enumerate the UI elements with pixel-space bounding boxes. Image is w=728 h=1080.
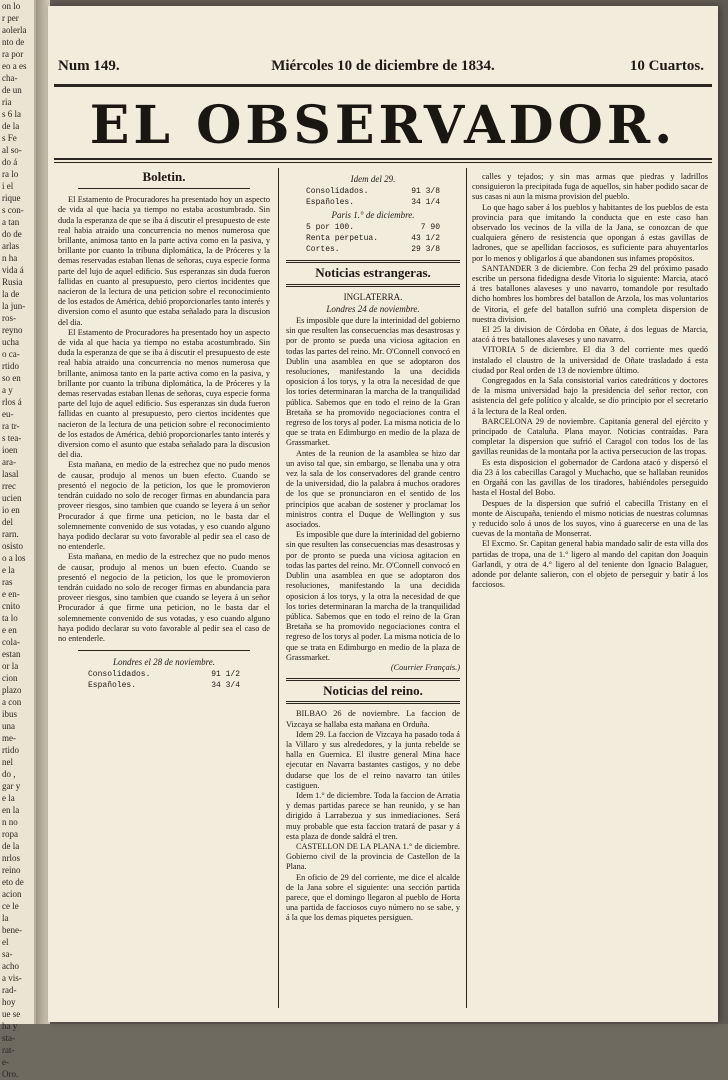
quotes-table-1 <box>286 186 460 208</box>
previous-page-line: ioen <box>2 445 18 455</box>
article-paragraph: BARCELONA 29 de noviembre. Capitanía general del ejército y principado de Cataluña. Plana mayor. Noticias contraídas. Para completar la dispersion que sufrió el Caragol con todos los de las gavillas reunidas de la montaña por la activa persecucion de las tropas. <box>472 416 708 457</box>
previous-page-line: acion <box>2 889 22 899</box>
previous-page-line: de un <box>2 85 22 95</box>
previous-page-line: a vis- <box>2 973 22 983</box>
previous-page-line: me- <box>2 733 16 743</box>
quote-row: 5 por 100. 7 90 <box>306 223 440 233</box>
previous-page-line: do , <box>2 769 16 779</box>
boletin-heading: Boletin. <box>142 169 186 184</box>
previous-page-line: ara- <box>2 457 16 467</box>
right-column <box>472 172 708 590</box>
previous-page-line: r per <box>2 13 19 23</box>
kingdom-paragraph: En oficio de 29 del corriente, me dice el alcalde de la Jana sobre el siguiente: una sección partida parece, que el domingo llegaron al pueblo de Horta una partida de facciosos cuyo número no se sabe, y á la que los demas piquetes persiguen. <box>286 872 460 923</box>
previous-page-line: e la <box>2 565 15 575</box>
previous-page-line: la de <box>2 289 20 299</box>
kingdom-paragraph: Idem 1.° de diciembre. Toda la faccion de Arratia y demas partidas parece se han reunido, y se han dirigido á Larrabezua y sus inmediaciones. Será muy probable que esta faccion tratará de pasar y á esta plaza de donde saldrá el tren. <box>286 790 460 841</box>
masthead-bottom-rule <box>54 158 712 160</box>
source-credit: (Courrier Français.) <box>390 662 460 672</box>
previous-page-line: ibus <box>2 709 18 719</box>
previous-page-line: rarn. <box>2 529 19 539</box>
previous-page-line: estan <box>2 649 21 659</box>
quotes-head-2: Paris 1.° de diciembre. <box>331 210 415 221</box>
issue-number: Num 149. <box>58 58 120 74</box>
previous-page-line: Oro. <box>2 1069 19 1079</box>
previous-page-line: aolerla <box>2 25 27 35</box>
column-divider-1 <box>278 168 279 1008</box>
previous-page-line: ropa <box>2 829 18 839</box>
previous-page-line: rlos á <box>2 397 22 407</box>
masthead-top-rule <box>54 84 712 87</box>
previous-page-line: el <box>2 937 9 947</box>
previous-page-line: cola- <box>2 637 20 647</box>
issue-date: Miércoles 10 de diciembre de 1834. <box>271 58 495 74</box>
middle-column <box>286 172 460 924</box>
kingdom-paragraph: Idem 29. La faccion de Vizcaya ha pasado toda á la Villaro y sus alrededores, y la junta rebelde se halla en Guernica. El ilustre general Mina hace ejecutar en Navarra bastantes castigos, y no debe dudarse que los de el reino navarro tan útiles castiguen. <box>286 729 460 790</box>
previous-page-line: del <box>2 517 13 527</box>
quote-row: Españoles. 34 3/4 <box>88 681 240 691</box>
foreign-news-heading: Noticias estrangeras. <box>315 265 431 281</box>
previous-page-line: ce le <box>2 901 19 911</box>
article-paragraph: El Excmo. Sr. Capitan general habia mandado salir de esta villa dos partidas de tropa, una de 1.° ligero al mando del capitan don Joaquin Garlandi, y otra de 4.° ligero al del teniente don Ignacio Balaguer, adonde por delante salieron, con el objeto de perseguir y batir á los facciosos. <box>472 539 708 590</box>
previous-page-line: ra tr- <box>2 421 20 431</box>
previous-page-line: ra por <box>2 49 24 59</box>
previous-page-line: eu- <box>2 409 14 419</box>
previous-page-line: n ha <box>2 253 18 263</box>
article-paragraph: Congregados en la Sala consistorial varios catedráticos y doctores de la misma universidad bajo la presidencia del señor rector, con asistencia del gefe político y alcalde, se dio principio por el secretario á la lectura de la Real orden. <box>472 376 708 416</box>
previous-page-line: nto de <box>2 37 25 47</box>
previous-page-line: a con <box>2 697 22 707</box>
previous-page-line: rrec <box>2 481 16 491</box>
quotes-table-2 <box>286 222 460 255</box>
previous-page-line: nrlos <box>2 853 20 863</box>
article-paragraph: VITORIA 5 de diciembre. El dia 3 del corriente mes quedó instalado el claustro de la universidad de Oñate trasladado á esta ciudad por Real orden de 13 de noviembre último. <box>472 345 708 375</box>
previous-page-line: lasal <box>2 469 19 479</box>
dateline: Londres 24 de noviembre. <box>326 303 420 314</box>
previous-page-line: cha- <box>2 73 18 83</box>
previous-page-line: Rusia <box>2 277 23 287</box>
previous-page-line: bene- <box>2 925 22 935</box>
article-paragraph: Lo que hago saber á los pueblos y habitantes de los pueblos de esta provincia para que imitando la conducta que en este caso han observado los vecinos de la villa de la Jana, se conozcan de que cualquiera género de resistencia que opongan á estas gavillas de ladrones, que se apellidan facciosos, es suficiente para ahuyentarlos por lo menos y obligarlos á que abandonen sus infames propósitos. <box>472 202 708 263</box>
previous-page-line: eo a es <box>2 61 27 71</box>
kingdom-paragraph: BILBAO 26 de noviembre. La faccion de Vizcaya se hallaba esta mañana en Orduña. <box>286 709 460 729</box>
previous-page-line: s Fe <box>2 133 17 143</box>
previous-page-line: ros- <box>2 313 16 323</box>
previous-page-line: acho <box>2 961 19 971</box>
boletin-paragraph: Esta mañana, en medio de la estrechez que no pudo menos de causar, produjo al menos un buen efecto. Cuando se presentó el negocio de la peticion, los que le promovieron tendrán cuidado no solo de recoger firmas en abundancia para proveer riesgos, sino tambien que cuando se leyera á un señor Procurador á que firme una peticion, no le basta dar el solemnemente convenido de sus votadas, y eso cuando alguno haya podido declarar su voto favorable al pedir sea el caso de no entenderle. <box>58 552 270 643</box>
section-double-rule <box>286 284 460 287</box>
previous-page-line: arlas <box>2 241 19 251</box>
previous-page-line: ria <box>2 97 12 107</box>
previous-page-line: la jun- <box>2 301 26 311</box>
previous-page-line: reino <box>2 865 21 875</box>
quote-row: Cortes. 29 3/8 <box>306 245 440 255</box>
quote-row: Renta perpetua. 43 1/2 <box>306 234 440 244</box>
masthead-title: EL OBSERVADOR. <box>89 95 677 156</box>
previous-page-line: eto de <box>2 877 24 887</box>
masthead-bottom-rule-thin <box>54 162 712 163</box>
article-paragraph: El 25 la division de Córdoba en Oñate, á dos leguas de Marcia, atacó á tres batallones alaveses y uno navarro. <box>472 325 708 345</box>
previous-page-line: ras <box>2 577 13 587</box>
column-divider-2 <box>466 168 467 1008</box>
previous-page-line: reyno <box>2 325 23 335</box>
newspaper-page <box>48 6 718 1022</box>
previous-page-line: gar y <box>2 781 21 791</box>
previous-page-line: rtido <box>2 745 19 755</box>
foreign-paragraph: Es imposible que dure la interinidad del gobierno sin que resulten las consecuencias mas desastrosas y por de pronto se pueda una viciosa agitacion en todas las partes del reino. Mr. O'Connell convocó en Dublin una asamblea en que se adoptaron dos resoluciones, manifestando la una decidida oposicion á los torys, y la otra la necesidad de que los tories determinaran la marcha de la tranquilidad pública. Sabemos que en todo el reino de la Gran Bretaña se ha promovido negociaciones contra el regreso de los torys al poder. La misma noticia de lo que se trata en Edimburgo en medio de la plaza de Grassmarket. <box>286 316 460 448</box>
boletin-paragraph: El Estamento de Procuradores ha presentado hoy un aspecto de vida al que hacia ya tiempo no estaba acostumbrado. Sin duda la esperanza de que se iba á discutir el presupuesto de este real habia atraido una concurrencia no menos numerosa que brillante, animosa tanto en la parte activa como en la pasiva, y brillante por cuanto la tribuna diplomática, la de Próceres y la demas reservadas estaban llenas de señoras, cuya especie forma parte del lujo de aquel ediﬁcio. Sus esperanzas sin duda fueron fallidas en cuanto al presupuesto, pero ciertos incidentes que nacieron de la lectura de una peticion sobre el reconocimiento de los estados de América, debió proporcionarles tanto interés y diversion como el asunto que estaba señalado para la discusion del dia. <box>58 195 270 327</box>
previous-page-line: o a los <box>2 553 26 563</box>
quote-row: Consolidados. 91 3/8 <box>306 187 440 197</box>
previous-page-line: or la <box>2 661 19 671</box>
previous-page-line: s 6 la <box>2 109 21 119</box>
london-date: Londres el 28 de noviembre. <box>112 657 216 668</box>
issue-price: 10 Cuartos. <box>629 58 704 74</box>
previous-page-edge <box>0 0 36 1079</box>
previous-page-line: rtido <box>2 361 19 371</box>
previous-page-line: so en <box>2 373 21 383</box>
previous-page-line: plazo <box>2 685 22 695</box>
previous-page-line: sa- <box>2 949 13 959</box>
previous-page-line: a tan <box>2 217 20 227</box>
heading-rule <box>78 188 250 189</box>
previous-page-line: rad- <box>2 985 17 995</box>
previous-page-line: de la <box>2 121 20 131</box>
previous-page-line: ucien <box>2 493 22 503</box>
previous-page-line: cnito <box>2 601 20 611</box>
previous-page-line: hoy <box>2 997 16 1007</box>
previous-page-line: i el <box>2 181 14 191</box>
previous-page-line: una <box>2 721 15 731</box>
article-paragraph: SANTANDER 3 de diciembre. Con fecha 29 del próximo pasado escribe un persona fidedigna desde Vitoria lo siguiente: Marcia, atacó á tres batallones alaveses y uno navarro, tomandole por resultado dicho hombres los hombres del batallon de Arzola, los mas voluntarios de Vitoria, el gefe del batallon sufrió una completa dispersion de nuestra division. <box>472 263 708 324</box>
previous-page-line: e- <box>2 1057 9 1067</box>
previous-page-line: e la <box>2 793 15 803</box>
quotes-head-1: Idem del 29. <box>350 174 396 184</box>
kingdom-paragraph: CASTELLON DE LA PLANA 1.° de diciembre. Gobierno civil de la provincia de Castellon de la Plana. <box>286 841 460 872</box>
boletin-paragraph: El Estamento de Procuradores ha presentado hoy un aspecto de vida al que hacia ya tiempo no estaba acostumbrado. Sin duda la esperanza de que se iba á discutir el presupuesto de este real habia atraido una concurrencia no menos numerosa que brillante, animosa tanto en la parte activa como en la pasiva, y brillante por cuanto la tribuna diplomática, la de Próceres y la demas reservadas estaban llenas de señoras, cuya especie forma parte del lujo de aquel ediﬁcio. Sus esperanzas sin duda fueron fallidas en cuanto al presupuesto, pero ciertos incidentes que nacieron de la lectura de una peticion sobre el reconocimiento de los estados de América, debió proporcionarles tanto interés y diversion como el asunto que estaba señalado para la discusion del dia. <box>58 327 270 460</box>
london-quotes <box>58 669 270 691</box>
quote-row: Españoles. 34 1/4 <box>306 198 440 208</box>
previous-page-line: cion <box>2 673 18 683</box>
article-paragraph: Despues de la dispersion que sufrió el cabecilla Tristany en el monte de Aiscupaña, teniendo el mismo noticias de nuestras columnas y reducido solo á unos de los suyos, vino á guarecerse en una de las cuevas de la montaña de Monserrat. <box>472 498 708 539</box>
section-double-rule <box>286 678 460 681</box>
previous-page-line: ue se <box>2 1009 21 1019</box>
previous-page-line: ha y <box>2 1021 18 1031</box>
kingdom-news-heading: Noticias del reino. <box>323 683 423 699</box>
previous-page-line: la <box>2 913 9 923</box>
previous-page-line: rat- <box>2 1045 15 1055</box>
foreign-paragraph: Es imposible que dure la interinidad del gobierno sin que resulten las consecuencias mas desastrosas y por de pronto se pueda una viciosa agitacion en todas las partes del reino. Mr. O'Connell convocó en Dublin una asamblea en que se adoptaron dos resoluciones, manifestando la una decidida oposicion á los torys, y la otra la necesidad de que los tories determinaran la marcha de la tranquilidad pública. Sabemos que en todo el reino de la Gran Bretaña se ha promovido negociaciones contra el regreso de los torys al poder. La misma noticia de lo que se trata en Edimburgo en medio de la plaza de Grassmarket. <box>286 530 460 662</box>
boletin-column <box>58 169 270 691</box>
foreign-paragraph: Antes de la reunion de la asamblea se hizo dar un aviso tal que, sin embargo, se llenaba una y otra vez la sala de los conservadores del grande centro de la universidad, dio la palabra á muchos oradores de los que se pronunciaron en el sentido de los principios que acaban de sostener y proclamar los ministros contra el Duque de Wellington y sus asociados. <box>286 448 460 530</box>
article-paragraph: Es esta disposicion el gobernador de Cardona atacó y dispersó el dia 23 á los cabecillas Caragol y Muchacho, que se hallaban reunidos en Orgañá con las gavillas de los tiradores, habiéndoles perseguido hasta el Hostal del Bobo. <box>472 457 708 498</box>
previous-page-line: vida á <box>2 265 24 275</box>
previous-page-line: rique <box>2 193 21 203</box>
previous-page-line: e en <box>2 625 17 635</box>
previous-page-line: sta- <box>2 1033 15 1043</box>
section-double-rule <box>286 701 460 704</box>
previous-page-line: a y <box>2 385 13 395</box>
previous-page-line: o ca- <box>2 349 20 359</box>
previous-page-line: io en <box>2 505 20 515</box>
country-heading: INGLATERRA. <box>343 291 403 302</box>
section-rule <box>78 650 250 651</box>
boletin-paragraph: Esta mañana, en medio de la estrechez que no pudo menos de causar, produjo al menos un buen efecto. Cuando se presentó el negocio de la peticion, los que le promovieron tendrán cuidado no solo de recoger firmas en abundancia para proveer riesgos, sino tambien que cuando se leyera á un señor Procurador á que firme una peticion, no le basta dar el solemnemente convenido de sus votadas, y eso cuando alguno haya podido declarar su voto favorable al pedir sea el caso de no entenderle. <box>58 460 270 552</box>
previous-page-line: en la <box>2 805 20 815</box>
previous-page-line: on lo <box>2 1 21 11</box>
previous-page-line: do á <box>2 157 18 167</box>
previous-page-line: nel <box>2 757 13 767</box>
quote-row: Consolidados. 91 1/2 <box>88 670 240 680</box>
section-double-rule <box>286 260 460 263</box>
article-paragraph: calles y tejados; y sin mas armas que piedras y ladrillos consiguieron la precipitada fuga de aquellos, sin haber podido sacar de sus casas ni aun la misma provision del pueblo. <box>472 172 708 202</box>
previous-page-line: e en- <box>2 589 20 599</box>
previous-page-line: s tea- <box>2 433 22 443</box>
previous-page-line: ta lo <box>2 613 18 623</box>
previous-page-line: n no <box>2 817 18 827</box>
previous-page-line: al so- <box>2 145 22 155</box>
previous-page-line: osisto <box>2 541 24 551</box>
previous-page-line: s con- <box>2 205 24 215</box>
previous-page-line: ra lo <box>2 169 19 179</box>
previous-page-line: do de <box>2 229 22 239</box>
previous-page-line: de la <box>2 841 20 851</box>
previous-page-line: ucha <box>2 337 19 347</box>
